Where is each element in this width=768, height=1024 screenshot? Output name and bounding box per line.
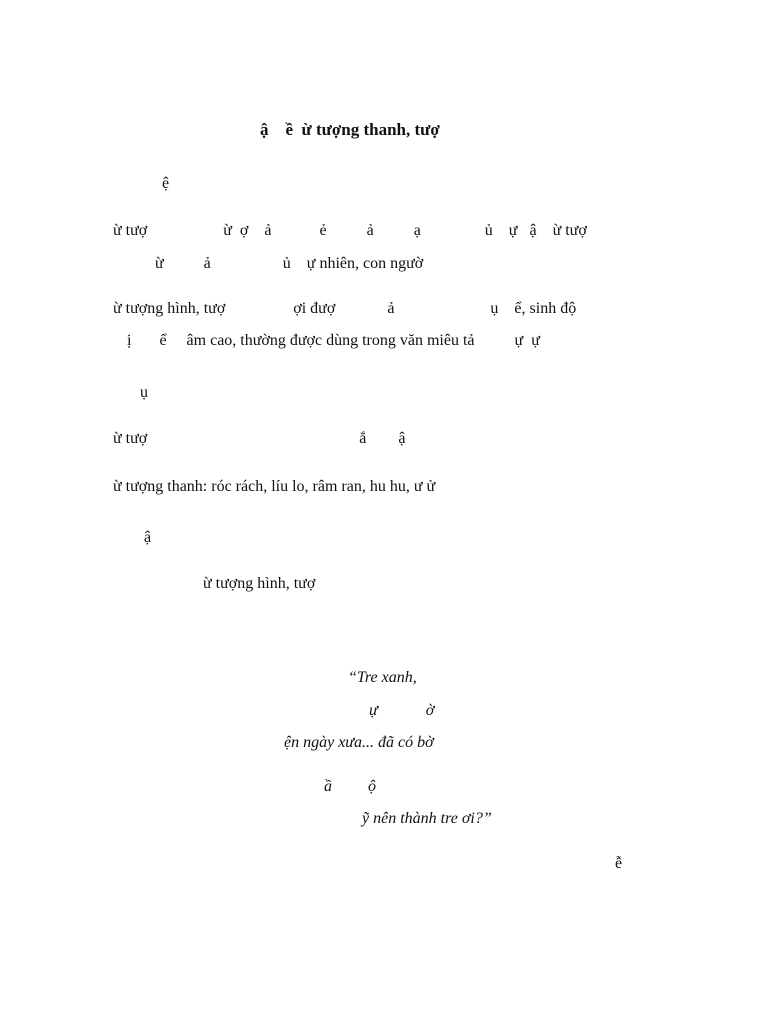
example-onomatopoeia: ừ tượng thanh: róc rách, líu lo, râm ran, hu hu, ư ử	[113, 478, 436, 495]
poem-line-4: ầ ộ	[324, 778, 376, 795]
poem-line-5: ỹ nên thành tre ơi?”	[362, 810, 492, 827]
section-heading-exercise: ậ	[144, 529, 152, 546]
example-ideophones: ừ tượ ắ ậ	[113, 430, 406, 447]
exercise-instruction: ừ tượng hình, tượ	[203, 575, 316, 592]
page-title: ậ ề ừ tượng thanh, tượ	[260, 120, 440, 139]
poem-line-1: “Tre xanh,	[348, 669, 417, 686]
paragraph-ideophone-line-2: ị ể âm cao, thường được dùng trong văn miêu tả ự ự	[127, 332, 540, 349]
section-heading-examples: ụ	[140, 384, 148, 401]
poem-attribution: ễ	[615, 855, 623, 872]
paragraph-ideophone-line-1: ừ tượng hình, tượ ợi đượ ả ụ ể, sinh độ	[113, 300, 577, 317]
poem-line-3: ện ngày xưa... đã có bờ	[284, 734, 434, 751]
paragraph-onomatopoeia-line-1: ừ tượ ừ ợ ả ẻ ả ạ ủ ự ậ ừ tượ	[113, 222, 587, 239]
paragraph-onomatopoeia-line-2: ừ ả ủ ự nhiên, con ngườ	[155, 255, 424, 272]
section-heading-theory: ệ	[162, 175, 170, 192]
poem-line-2: ự ờ	[369, 702, 435, 719]
